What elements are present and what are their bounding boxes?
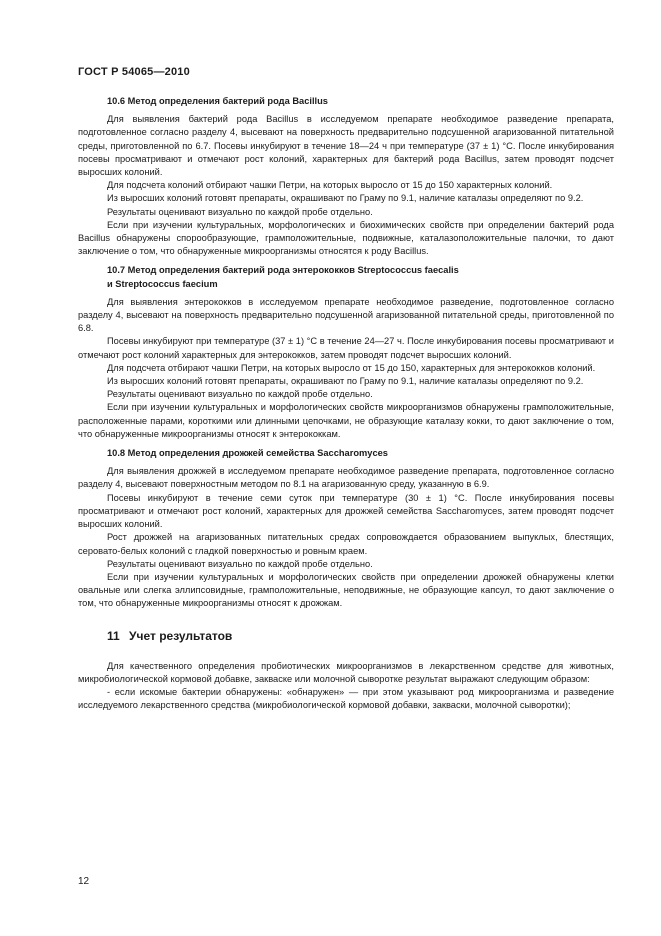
paragraph: Рост дрожжей на агаризованных питательных средах сопровождается образованием выпуклых, блестящих, серовато-белых колоний с гладкой поверхностью и ровным краем.	[78, 532, 614, 556]
paragraph: Из выросших колоний готовят препараты, окрашивают по Граму по 9.1, наличие каталазы определяют по 9.2.	[107, 376, 584, 387]
paragraph: Результаты оценивают визуально по каждой пробе отдельно.	[107, 558, 373, 569]
section-heading-10-8: 10.8 Метод определения дрожжей семейства Saccharomyces	[107, 448, 388, 459]
section-title: Учет результатов	[129, 628, 233, 643]
paragraph: Посевы инкубируют при температуре (37 ± 1) °С в течение 24—27 ч. После инкубирования посевы просматривают и отмечают рост колоний характерных для энтерококков, затем проводят подсчет выросших колоний.	[78, 336, 614, 360]
paragraph: Если при изучении культуральных, морфологических и биохимических свойств при определении бактерий рода Bacillus обнаружены спорообразующие, грамположительные, подвижные, каталазоположительные палочки, то дают заключение о том, что обнаруженные микроорганизмы относятся к роду Bacillus.	[78, 219, 614, 257]
section-heading-10-7	[107, 264, 614, 290]
list-item: - если искомые бактерии обнаружены: «обнаружен» — при этом указывают род микроорганизма и разведение исследуемого лекарственного средства (микробиологической кормовой добавки, закваски, молочной сыворотки);	[78, 687, 614, 711]
paragraph: Для подсчета отбирают чашки Петри, на которых выросло от 15 до 150, характерных для энтерококков колоний.	[107, 362, 596, 373]
paragraph: Для выявления бактерий рода Bacillus в исследуемом препарате необходимое разведение препарата, подготовленное согласно разделу 4, высевают на поверхность предварительно подсушенной агаризованной питательной среды, приготовленной по 6.7. Посевы инкубируют в течение 18—24 ч при температуре (37 ± 1) °С. После инкубирования посевы просматривают и отмечают рост колоний, характерных для бактерий рода Bacillus, затем проводят подсчет выросших колоний.	[78, 114, 614, 178]
paragraph: Для подсчета колоний отбирают чашки Петри, на которых выросло от 15 до 150 характерных колоний.	[107, 180, 553, 191]
section-heading-10-6: 10.6 Метод определения бактерий рода Bacillus	[107, 96, 328, 106]
paragraph: Если при изучении культуральных и морфологических свойств микроорганизмов обнаружены грамположительные, расположенные парами, короткими или длинными цепочками, не образующие каталазу кокки, то дают заключение о том, что обнаруженные микроорганизмы относят к энтерококкам.	[78, 402, 614, 439]
paragraph: Из выросших колоний готовят препараты, окрашивают по Граму по 9.1, наличие каталазы определяют по 9.2.	[107, 193, 584, 204]
section-number: 11	[107, 628, 120, 643]
paragraph: Результаты оценивают визуально по каждой пробе отдельно.	[107, 206, 373, 217]
section-heading-11	[107, 630, 614, 643]
paragraph: Для выявления энтерококков в исследуемом препарате необходимое разведение, подготовленное согласно разделу 4, высевают на поверхность предварительно подсушенной агаризованной питательной среды, приготовленной по 6.8.	[78, 296, 614, 334]
paragraph: Результаты оценивают визуально по каждой пробе отдельно.	[107, 389, 373, 400]
section-heading-line1: 10.7 Метод определения бактерий рода энтерококков Streptococcus faecalis	[107, 265, 459, 276]
paragraph: Для выявления дрожжей в исследуемом препарате необходимое разведение препарата, подготовленное согласно разделу 4, высевают поверхностным методом по 8.1 на агаризованную среду, указанную в 6.9.	[78, 466, 614, 490]
page-number: 12	[78, 876, 90, 887]
page-content	[78, 95, 614, 713]
section-heading-line2: и Streptococcus faecium	[107, 278, 218, 289]
paragraph: Для качественного определения пробиотических микроорганизмов в лекарственном средстве для животных, микробиологической кормовой добавке, закваске или молочной сыворотке результат выражают следующим образом:	[78, 660, 614, 684]
paragraph: Если при изучении культуральных и морфологических свойств при определении дрожжей обнаружены клетки овальные или слегка эллипсовидные, грамположительные, неподвижные, не образующие капсул, то дают заключение о том, что обнаруженные микроорганизмы относят к дрожжам.	[78, 571, 614, 609]
paragraph: Посевы инкубируют в течение семи суток при температуре (30 ± 1) °С. После инкубирования посевы просматривают и отмечают рост колоний, характерных для дрожжей семейства Saccharomyces, затем проводят подсчет выросших колоний.	[78, 492, 614, 530]
document-header: ГОСТ Р 54065—2010	[78, 66, 190, 78]
